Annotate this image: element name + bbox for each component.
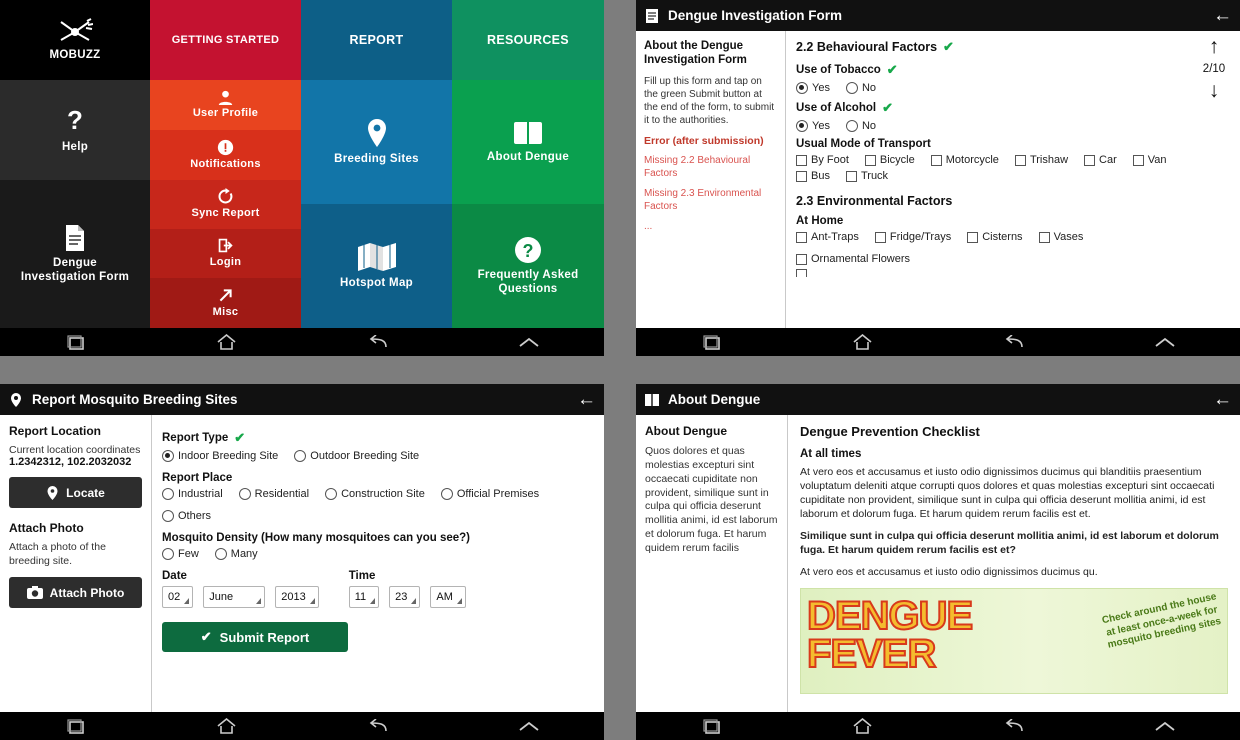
report-place-label: Report Place <box>162 472 233 484</box>
checkbox-icon[interactable] <box>1084 155 1095 166</box>
about-sidebar-heading: About Dengue <box>645 424 727 438</box>
map-pin-icon <box>46 486 59 500</box>
home-item-notifications-label: Notifications <box>190 157 261 170</box>
section-23-heading <box>796 194 1178 208</box>
home-item-about-dengue-label: About Dengue <box>486 150 570 163</box>
tobacco-option-no-label: No <box>861 82 877 94</box>
checkbox-icon[interactable] <box>1133 155 1144 166</box>
home-column-main <box>0 0 150 328</box>
radio-icon[interactable] <box>162 510 174 522</box>
question-icon: ? <box>67 105 83 136</box>
report-type-option-outdoor[interactable] <box>294 450 419 462</box>
home-header-report-label: REPORT <box>349 32 404 47</box>
android-navbar <box>636 328 1240 356</box>
android-navbar <box>636 712 1240 740</box>
transport-option-label: Trishaw <box>1029 154 1069 166</box>
at-home-option-label: Ant-Traps <box>811 231 859 243</box>
radio-icon[interactable] <box>294 450 306 462</box>
alcohol-options <box>796 120 1178 132</box>
time-minute-spinner[interactable]: 23 <box>389 586 420 608</box>
back-icon[interactable] <box>994 715 1034 737</box>
transport-options-row2 <box>796 170 1178 182</box>
recent-apps-icon[interactable] <box>56 715 96 737</box>
home-header-resources-label: RESOURCES <box>487 32 569 47</box>
scroll-down-icon[interactable]: ↓ <box>1208 79 1220 102</box>
home-icon[interactable] <box>843 715 883 737</box>
checkbox-icon[interactable] <box>931 155 942 166</box>
panel-about-dengue <box>636 384 1240 740</box>
tobacco-check-icon: ✔ <box>886 62 898 77</box>
transport-option[interactable] <box>796 154 849 166</box>
date-day-spinner[interactable]: 02 <box>162 586 193 608</box>
alcohol-label-row <box>796 100 1178 116</box>
about-sidebar-text: Quos dolores et quas molestias excepturi sint occaecati cupiditate non provident, similique sunt in culpa qui officia deserunt mollitia animi, id est laborum et dolorum fuga. Et harum quidem rerum facilis <box>645 445 778 555</box>
home-column-report <box>301 0 452 328</box>
date-year-spinner[interactable]: 2013 <box>275 586 318 608</box>
at-home-option[interactable] <box>967 231 1022 243</box>
gap-row-right <box>636 356 1240 384</box>
tobacco-option-yes-label: Yes <box>812 82 830 94</box>
report-type-option-indoor-label: Indoor Breeding Site <box>178 450 279 462</box>
about-paragraph-2: Similique sunt in culpa qui officia deserunt mollitia animi, id est laborum et dolorum fuga. Et harum quidem rerum facilis est et? <box>800 529 1219 556</box>
chevron-up-icon[interactable] <box>509 331 549 353</box>
poster-line-2: FEVER <box>807 631 936 676</box>
tobacco-option-no[interactable] <box>846 82 876 94</box>
app-logo-tile <box>0 0 150 80</box>
android-navbar <box>0 712 604 740</box>
density-options <box>162 548 594 560</box>
form-sidebar-text: Fill up this form and tap on the green Submit button at the end of the form, to submit it to the authorities. <box>644 75 775 126</box>
date-field-group <box>162 570 319 608</box>
home-item-sync-report-label: Sync Report <box>191 207 260 220</box>
home-item-user-profile[interactable] <box>150 80 301 130</box>
locate-button-label: Locate <box>66 485 105 500</box>
checkbox-icon[interactable] <box>1039 232 1050 243</box>
back-icon[interactable] <box>994 331 1034 353</box>
about-title: About Dengue <box>668 392 761 407</box>
radio-icon[interactable] <box>215 548 227 560</box>
home-tile-dengue-investigation-form-label: Dengue Investigation Form <box>20 256 130 283</box>
time-field-group <box>349 570 466 608</box>
transport-option-label: Motorcycle <box>945 154 999 166</box>
home-item-about-dengue[interactable] <box>452 80 604 204</box>
at-home-option-cut[interactable] <box>796 269 1178 277</box>
radio-icon[interactable] <box>325 488 337 500</box>
scroll-up-icon[interactable]: ↑ <box>1208 35 1220 58</box>
map-icon <box>357 242 397 272</box>
home-header-getting-started <box>150 0 301 80</box>
checkbox-icon[interactable] <box>796 269 807 277</box>
coords-label: Current location coordinates <box>9 444 141 456</box>
transport-option[interactable] <box>1084 154 1117 166</box>
radio-icon[interactable] <box>796 120 808 132</box>
question-circle-icon <box>514 236 542 264</box>
cut-off-row <box>796 269 1178 277</box>
section-22-label: 2.2 Behavioural Factors <box>796 40 938 54</box>
report-body <box>0 415 604 712</box>
home-item-login-label: Login <box>209 256 242 269</box>
recent-apps-icon[interactable] <box>692 715 732 737</box>
mosquito-logo-icon <box>57 18 93 44</box>
checkbox-icon[interactable] <box>967 232 978 243</box>
section-23-label: 2.3 Environmental Factors <box>796 194 953 208</box>
home-tile-help[interactable] <box>0 80 150 180</box>
panel-home <box>0 0 604 356</box>
recent-apps-icon[interactable] <box>692 331 732 353</box>
alcohol-option-no-label: No <box>861 120 877 132</box>
at-home-option[interactable] <box>875 231 951 243</box>
home-item-breeding-sites-label: Breeding Sites <box>334 152 419 165</box>
report-sidebar <box>0 415 152 712</box>
attach-photo-button-label: Attach Photo <box>49 585 125 600</box>
gap-vertical-top <box>604 0 636 356</box>
checkbox-icon[interactable] <box>1015 155 1026 166</box>
radio-icon[interactable] <box>162 488 174 500</box>
report-main <box>152 415 604 712</box>
about-titlebar <box>636 384 1240 415</box>
density-option-few-label: Few <box>178 548 199 560</box>
about-paragraph-3: At vero eos et accusamus et iusto odio dignissimos ducimus qu. <box>800 565 1098 578</box>
radio-icon[interactable] <box>846 82 858 94</box>
home-item-misc-label: Misc <box>212 305 239 318</box>
date-label: Date <box>162 570 187 582</box>
book-icon <box>513 120 543 146</box>
time-spinners <box>349 586 466 608</box>
form-sidebar <box>636 31 786 328</box>
checkbox-icon[interactable] <box>796 155 807 166</box>
chevron-up-icon[interactable] <box>1145 715 1185 737</box>
home-tile-dengue-investigation-form[interactable] <box>0 180 150 328</box>
transport-option-label: Bus <box>811 170 830 182</box>
transport-option[interactable] <box>796 170 830 182</box>
at-home-option[interactable] <box>1039 231 1084 243</box>
home-item-faq-label: Frequently Asked Questions <box>477 268 579 295</box>
report-type-row <box>162 430 594 446</box>
form-body <box>636 31 1240 328</box>
attach-photo-button[interactable] <box>9 577 142 608</box>
transport-options-row1 <box>796 154 1178 166</box>
chevron-up-icon[interactable] <box>509 715 549 737</box>
gap-center <box>604 356 636 384</box>
about-main-heading: Dengue Prevention Checklist <box>800 424 980 439</box>
tobacco-options <box>796 82 1178 94</box>
at-home-option-label: Ornamental Flowers <box>811 253 911 265</box>
report-place-option-label: Others <box>178 510 212 522</box>
checkbox-icon[interactable] <box>796 171 807 182</box>
home-item-hotspot-map[interactable] <box>301 204 452 328</box>
submit-report-button-label: Submit Report <box>219 629 310 645</box>
gap-vertical-bottom <box>604 384 636 740</box>
form-error-item: ... <box>644 220 653 232</box>
arrow-up-right-icon <box>217 287 234 304</box>
transport-option-label: By Foot <box>811 154 849 166</box>
checkbox-icon[interactable] <box>796 254 807 265</box>
about-body <box>636 415 1240 712</box>
tobacco-option-yes[interactable] <box>796 82 830 94</box>
home-column-resources <box>452 0 604 328</box>
camera-icon <box>27 586 43 599</box>
form-title: Dengue Investigation Form <box>668 8 843 23</box>
book-icon <box>644 392 660 408</box>
form-error-item: Missing 2.3 Environmental Factors <box>644 187 762 212</box>
form-main <box>786 31 1240 328</box>
home-item-faq[interactable] <box>452 204 604 328</box>
page-indicator: 2/10 <box>1202 63 1226 75</box>
form-pager <box>1192 37 1236 101</box>
gap-row-left <box>0 356 604 384</box>
home-item-hotspot-map-label: Hotspot Map <box>340 276 413 289</box>
back-arrow-icon[interactable]: ← <box>577 389 596 410</box>
form-sidebar-heading: About the Dengue Investigation Form <box>644 40 747 67</box>
document-icon <box>644 8 660 24</box>
time-label: Time <box>348 570 376 582</box>
at-home-option[interactable] <box>796 253 910 265</box>
app-logo-label: MOBUZZ <box>49 48 101 61</box>
login-icon <box>217 237 234 254</box>
density-label: Mosquito Density (How many mosquitoes can you see?) <box>162 532 470 544</box>
submit-report-button[interactable] <box>162 622 348 652</box>
report-type-check-icon: ✔ <box>234 430 246 445</box>
time-ampm-spinner[interactable]: AM <box>430 586 466 608</box>
home-tile-grid <box>0 0 604 328</box>
checkbox-icon[interactable] <box>796 232 807 243</box>
at-home-option-label: Fridge/Trays <box>889 231 952 243</box>
check-icon: ✔ <box>200 629 212 644</box>
home-icon[interactable] <box>843 331 883 353</box>
about-sub-heading: At all times <box>800 448 862 460</box>
radio-icon[interactable] <box>162 548 174 560</box>
dengue-poster-image <box>800 588 1228 694</box>
locate-button[interactable] <box>9 477 142 508</box>
report-place-option-label: Official Premises <box>456 488 540 500</box>
density-option-few[interactable] <box>162 548 199 560</box>
report-type-options <box>162 450 594 462</box>
transport-option[interactable] <box>1015 154 1068 166</box>
tobacco-label-row <box>796 62 1178 78</box>
at-home-option-label: Cisterns <box>982 231 1023 243</box>
radio-icon[interactable] <box>441 488 453 500</box>
report-place-option-label: Residential <box>254 488 310 500</box>
radio-icon[interactable] <box>162 450 174 462</box>
alcohol-option-no[interactable] <box>846 120 876 132</box>
panel-report-breeding-sites <box>0 384 604 740</box>
radio-icon[interactable] <box>239 488 251 500</box>
tobacco-label: Use of Tobacco <box>796 64 881 76</box>
document-icon <box>63 224 87 252</box>
home-tile-help-label: Help <box>61 141 89 154</box>
android-navbar <box>0 328 604 356</box>
alcohol-option-yes[interactable] <box>796 120 830 132</box>
alcohol-label: Use of Alcohol <box>796 102 877 114</box>
home-icon[interactable] <box>207 715 247 737</box>
home-item-login[interactable] <box>150 229 301 278</box>
transport-option[interactable] <box>865 154 915 166</box>
report-type-label: Report Type <box>162 432 229 444</box>
back-arrow-icon[interactable]: ← <box>1213 389 1232 410</box>
at-home-options <box>796 231 1178 265</box>
home-item-notifications[interactable] <box>150 130 301 180</box>
report-type-option-indoor[interactable] <box>162 450 278 462</box>
date-month-spinner[interactable]: June <box>203 586 265 608</box>
transport-option-label: Car <box>1099 154 1117 166</box>
transport-option[interactable] <box>1133 154 1167 166</box>
home-header-resources <box>452 0 604 80</box>
date-spinners <box>162 586 319 608</box>
radio-icon[interactable] <box>796 82 808 94</box>
section-22-heading <box>796 39 1178 55</box>
coords-value: 1.2342312, 102.2032032 <box>9 456 132 468</box>
transport-label: Usual Mode of Transport <box>796 138 931 150</box>
report-type-option-outdoor-label: Outdoor Breeding Site <box>310 450 420 462</box>
density-option-many[interactable] <box>215 548 258 560</box>
about-main <box>788 415 1240 712</box>
home-item-user-profile-label: User Profile <box>192 106 259 119</box>
back-icon[interactable] <box>358 331 398 353</box>
home-column-getting-started <box>150 0 301 328</box>
transport-option-label: Bicycle <box>879 154 915 166</box>
home-item-breeding-sites[interactable] <box>301 80 452 204</box>
report-place-options <box>162 488 594 522</box>
back-icon[interactable] <box>358 715 398 737</box>
alcohol-check-icon: ✔ <box>882 100 893 115</box>
at-home-option[interactable] <box>796 231 859 243</box>
report-place-option[interactable] <box>239 488 309 500</box>
panel-dengue-investigation-form <box>636 0 1240 356</box>
report-place-option[interactable] <box>325 488 425 500</box>
home-item-misc[interactable] <box>150 278 301 328</box>
alcohol-option-yes-label: Yes <box>812 120 830 132</box>
map-pin-icon <box>365 118 389 148</box>
report-place-option[interactable] <box>162 510 211 522</box>
attach-heading: Attach Photo <box>9 521 84 535</box>
at-home-option-label: Vases <box>1053 231 1084 243</box>
form-titlebar <box>636 0 1240 31</box>
transport-option-label: Van <box>1147 154 1167 166</box>
report-place-option-label: Construction Site <box>341 488 425 500</box>
report-place-option[interactable] <box>162 488 223 500</box>
report-place-option-label: Industrial <box>178 488 223 500</box>
recent-apps-icon[interactable] <box>56 331 96 353</box>
back-arrow-icon[interactable]: ← <box>1213 5 1232 26</box>
map-pin-icon <box>8 392 24 408</box>
density-option-many-label: Many <box>230 548 258 560</box>
home-header-report <box>301 0 452 80</box>
report-titlebar <box>0 384 604 415</box>
home-header-getting-started-label: GETTING STARTED <box>171 34 280 47</box>
transport-option[interactable] <box>846 170 888 182</box>
checkbox-icon[interactable] <box>875 232 886 243</box>
transport-option[interactable] <box>931 154 999 166</box>
about-paragraph-1: At vero eos et accusamus et iusto odio dignissimos ducimus qui blanditiis praesentium voluptatum deleniti atque corrupti quos dolores et quas molestias excepturi sint occaecati cupiditate non provident, similique sunt in culpa qui officia deserunt mollitia animi, id est laborum et dolorum fuga. Et harum quidem rerum facilis est et. <box>800 466 1215 520</box>
poster-line-1: DENGUE <box>807 593 973 638</box>
about-sidebar <box>636 415 788 712</box>
home-item-sync-report[interactable] <box>150 180 301 229</box>
svg-text:?: ? <box>522 240 534 261</box>
section-22-check-icon: ✔ <box>943 39 954 54</box>
at-home-label: At Home <box>796 215 844 227</box>
checkbox-icon[interactable] <box>846 171 857 182</box>
attach-text: Attach a photo of the breeding site. <box>9 541 106 567</box>
chevron-up-icon[interactable] <box>1145 331 1185 353</box>
sync-icon <box>217 188 234 205</box>
checkbox-icon[interactable] <box>865 155 876 166</box>
radio-icon[interactable] <box>846 120 858 132</box>
report-location-heading: Report Location <box>9 424 101 438</box>
report-place-option[interactable] <box>441 488 539 500</box>
form-error-item: Missing 2.2 Behavioural Factors <box>644 154 751 179</box>
user-icon <box>217 90 234 105</box>
home-icon[interactable] <box>207 331 247 353</box>
transport-option-label: Truck <box>860 170 889 182</box>
report-title: Report Mosquito Breeding Sites <box>32 392 238 407</box>
poster-note: Check around the house at least once-a-week for mosquito breeding sites <box>1101 590 1223 651</box>
form-error-heading: Error (after submission) <box>644 134 764 147</box>
time-hour-spinner[interactable]: 11 <box>349 586 379 608</box>
alert-icon <box>217 139 234 156</box>
